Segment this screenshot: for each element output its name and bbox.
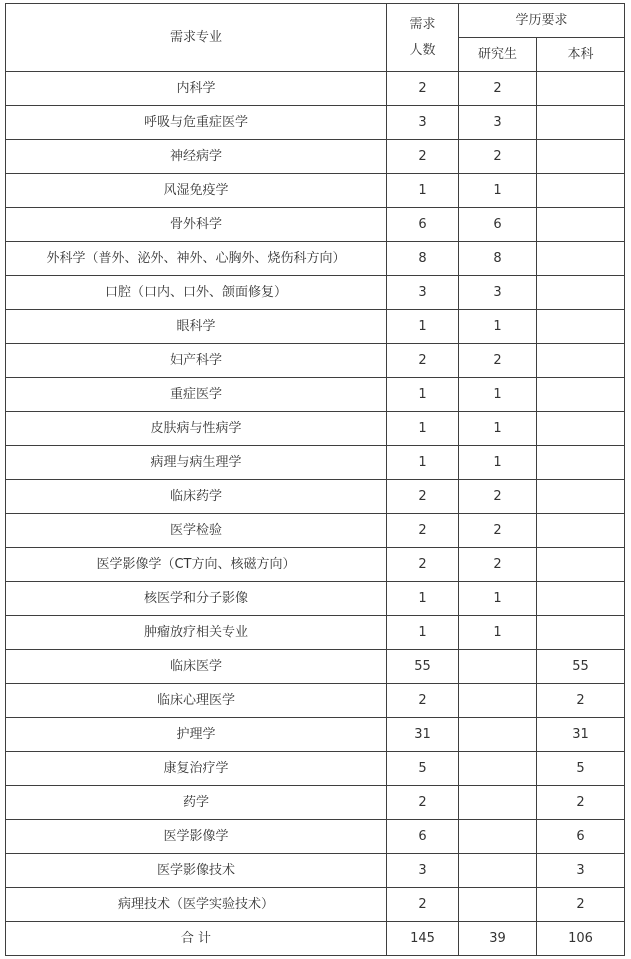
cell-major: 医学影像学（CT方向、核磁方向）	[6, 548, 387, 582]
cell-major: 病理与病生理学	[6, 446, 387, 480]
table-row	[6, 344, 625, 378]
cell-major: 药学	[6, 786, 387, 820]
table-row	[6, 718, 625, 752]
cell-major: 口腔（口内、口外、颌面修复）	[6, 276, 387, 310]
cell-count: 1	[387, 378, 459, 412]
table-row	[6, 72, 625, 106]
cell-graduate	[459, 820, 537, 854]
cell-major: 医学影像技术	[6, 854, 387, 888]
cell-graduate: 2	[459, 140, 537, 174]
cell-major: 病理技术（医学实验技术）	[6, 888, 387, 922]
cell-graduate: 2	[459, 548, 537, 582]
table-row	[6, 582, 625, 616]
table-row	[6, 276, 625, 310]
cell-major: 临床药学	[6, 480, 387, 514]
cell-bachelor	[537, 242, 625, 276]
cell-count: 1	[387, 616, 459, 650]
cell-graduate: 1	[459, 310, 537, 344]
header-education	[459, 4, 625, 38]
cell-bachelor: 2	[537, 684, 625, 718]
table-row	[6, 854, 625, 888]
cell-bachelor	[537, 412, 625, 446]
cell-bachelor: 2	[537, 888, 625, 922]
cell-major: 护理学	[6, 718, 387, 752]
cell-major: 临床医学	[6, 650, 387, 684]
cell-count: 2	[387, 684, 459, 718]
header-major-label: 需求专业	[169, 29, 222, 45]
cell-count: 1	[387, 582, 459, 616]
cell-count: 2	[387, 548, 459, 582]
cell-major: 呼吸与危重症医学	[6, 106, 387, 140]
cell-bachelor	[537, 106, 625, 140]
cell-count: 3	[387, 106, 459, 140]
cell-major: 医学影像学	[6, 820, 387, 854]
cell-count: 3	[387, 276, 459, 310]
cell-bachelor: 6	[537, 820, 625, 854]
cell-graduate: 6	[459, 208, 537, 242]
cell-graduate: 2	[459, 72, 537, 106]
table-row	[6, 786, 625, 820]
header-education-label: 学历要求	[515, 12, 568, 28]
header-count	[387, 4, 459, 72]
cell-bachelor	[537, 514, 625, 548]
cell-major: 肿瘤放疗相关专业	[6, 616, 387, 650]
header-count-line2: 人数	[409, 42, 436, 58]
table-row	[6, 820, 625, 854]
header-bachelor-label: 本科	[567, 46, 594, 62]
cell-count: 31	[387, 718, 459, 752]
cell-bachelor: 5	[537, 752, 625, 786]
header-graduate-label: 研究生	[477, 46, 517, 62]
header-major	[6, 4, 387, 72]
cell-bachelor	[537, 582, 625, 616]
cell-count: 1	[387, 174, 459, 208]
total-row	[6, 922, 625, 956]
cell-graduate: 1	[459, 446, 537, 480]
cell-major: 神经病学	[6, 140, 387, 174]
header-graduate	[459, 38, 537, 72]
cell-graduate: 1	[459, 412, 537, 446]
cell-graduate	[459, 786, 537, 820]
cell-count: 8	[387, 242, 459, 276]
table-row	[6, 378, 625, 412]
cell-major: 核医学和分子影像	[6, 582, 387, 616]
cell-count: 6	[387, 208, 459, 242]
cell-bachelor	[537, 72, 625, 106]
cell-count: 2	[387, 140, 459, 174]
cell-graduate: 2	[459, 480, 537, 514]
cell-bachelor	[537, 344, 625, 378]
cell-count: 2	[387, 344, 459, 378]
cell-major: 皮肤病与性病学	[6, 412, 387, 446]
cell-graduate	[459, 752, 537, 786]
cell-major: 内科学	[6, 72, 387, 106]
total-label: 合 计	[6, 922, 387, 956]
total-bachelor: 106	[537, 922, 625, 956]
cell-graduate: 2	[459, 344, 537, 378]
cell-bachelor	[537, 446, 625, 480]
cell-graduate: 8	[459, 242, 537, 276]
cell-count: 2	[387, 888, 459, 922]
total-graduate: 39	[459, 922, 537, 956]
cell-bachelor	[537, 208, 625, 242]
cell-count: 2	[387, 786, 459, 820]
cell-graduate: 3	[459, 106, 537, 140]
table-row	[6, 514, 625, 548]
cell-bachelor	[537, 174, 625, 208]
cell-graduate: 3	[459, 276, 537, 310]
table-body	[6, 4, 625, 956]
cell-count: 55	[387, 650, 459, 684]
table-row	[6, 888, 625, 922]
cell-graduate: 1	[459, 582, 537, 616]
cell-major: 妇产科学	[6, 344, 387, 378]
table-row	[6, 412, 625, 446]
table-row	[6, 616, 625, 650]
cell-major: 风湿免疫学	[6, 174, 387, 208]
cell-count: 3	[387, 854, 459, 888]
table-row	[6, 242, 625, 276]
cell-count: 2	[387, 72, 459, 106]
cell-graduate	[459, 854, 537, 888]
cell-major: 重症医学	[6, 378, 387, 412]
cell-graduate	[459, 684, 537, 718]
cell-bachelor: 2	[537, 786, 625, 820]
cell-bachelor: 3	[537, 854, 625, 888]
cell-graduate: 2	[459, 514, 537, 548]
table-row	[6, 548, 625, 582]
recruitment-table	[5, 3, 625, 956]
cell-major: 外科学（普外、泌外、神外、心胸外、烧伤科方向）	[6, 242, 387, 276]
table-row	[6, 752, 625, 786]
cell-major: 医学检验	[6, 514, 387, 548]
cell-bachelor	[537, 140, 625, 174]
cell-count: 1	[387, 412, 459, 446]
table-row	[6, 684, 625, 718]
cell-count: 1	[387, 446, 459, 480]
cell-graduate: 1	[459, 378, 537, 412]
header-count-line1: 需求	[409, 16, 436, 32]
table-row	[6, 106, 625, 140]
cell-count: 1	[387, 310, 459, 344]
table-row	[6, 480, 625, 514]
cell-bachelor	[537, 616, 625, 650]
cell-count: 5	[387, 752, 459, 786]
cell-bachelor: 31	[537, 718, 625, 752]
cell-count: 6	[387, 820, 459, 854]
cell-bachelor	[537, 276, 625, 310]
cell-graduate: 1	[459, 174, 537, 208]
cell-graduate	[459, 650, 537, 684]
cell-major: 眼科学	[6, 310, 387, 344]
total-count: 145	[387, 922, 459, 956]
cell-major: 骨外科学	[6, 208, 387, 242]
table-row	[6, 140, 625, 174]
cell-bachelor: 55	[537, 650, 625, 684]
cell-major: 康复治疗学	[6, 752, 387, 786]
cell-graduate	[459, 888, 537, 922]
cell-graduate: 1	[459, 616, 537, 650]
cell-count: 2	[387, 480, 459, 514]
cell-count: 2	[387, 514, 459, 548]
header-bachelor	[537, 38, 625, 72]
cell-bachelor	[537, 378, 625, 412]
cell-bachelor	[537, 310, 625, 344]
table-row	[6, 174, 625, 208]
table-row	[6, 650, 625, 684]
table-row	[6, 208, 625, 242]
cell-bachelor	[537, 480, 625, 514]
cell-graduate	[459, 718, 537, 752]
cell-major: 临床心理医学	[6, 684, 387, 718]
table-row	[6, 446, 625, 480]
table-row	[6, 310, 625, 344]
header-row-1	[6, 4, 625, 38]
cell-bachelor	[537, 548, 625, 582]
